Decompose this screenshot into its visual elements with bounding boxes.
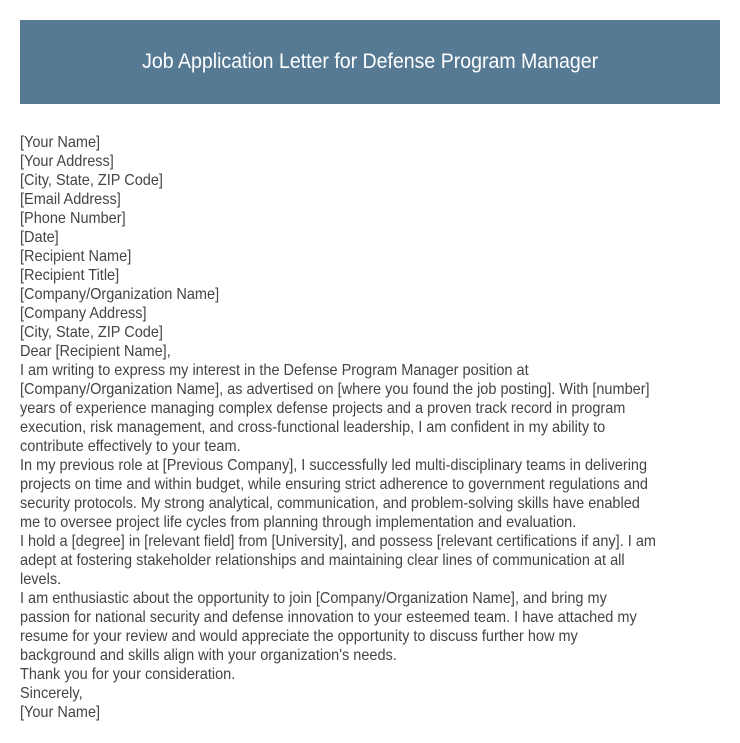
paragraph-line: projects on time and within budget, while ensuring strict adherence to government regulations and	[20, 476, 648, 493]
sender-address: [Your Address]	[20, 153, 114, 170]
recipient-company: [Company/Organization Name]	[20, 286, 220, 303]
sender-name: [Your Name]	[20, 134, 101, 151]
paragraph-line: I hold a [degree] in [relevant field] from [University], and possess [relevant certifications if any]. I am	[20, 533, 656, 550]
paragraph-line: background and skills align with your organization's needs.	[20, 647, 397, 664]
closing-thanks: Thank you for your consideration.	[20, 666, 236, 683]
header-banner	[20, 20, 720, 104]
paragraph-line: [Company/Organization Name], as advertised on [where you found the job posting]. With [number]	[20, 381, 650, 398]
sender-phone: [Phone Number]	[20, 210, 126, 227]
page-title: Job Application Letter for Defense Program Manager	[142, 50, 598, 73]
paragraph-line: I am enthusiastic about the opportunity to join [Company/Organization Name], and bring my	[20, 590, 607, 607]
closing: Sincerely,	[20, 685, 83, 702]
paragraph-line: I am writing to express my interest in the Defense Program Manager position at	[20, 362, 529, 379]
paragraph-line: years of experience managing complex defense projects and a proven track record in program	[20, 400, 626, 417]
paragraph-line: adept at fostering stakeholder relationships and maintaining clear lines of communication at all	[20, 552, 625, 569]
paragraph-line: resume for your review and would appreciate the opportunity to discuss further how my	[20, 628, 578, 645]
paragraph-line: security protocols. My strong analytical, communication, and problem-solving skills have enabled	[20, 495, 640, 512]
sender-block	[20, 133, 726, 228]
paragraph-introduction	[20, 361, 726, 456]
paragraph-line: execution, risk management, and cross-functional leadership, I am confident in my ability to	[20, 419, 606, 436]
recipient-address: [Company Address]	[20, 305, 147, 322]
paragraph-line: contribute effectively to your team.	[20, 438, 241, 455]
paragraph-enthusiasm	[20, 589, 726, 665]
recipient-block	[20, 247, 726, 342]
signature: [Your Name]	[20, 704, 101, 721]
paragraph-line: me to oversee project life cycles from planning through implementation and evaluation.	[20, 514, 577, 531]
sender-city-state-zip: [City, State, ZIP Code]	[20, 172, 163, 189]
recipient-name: [Recipient Name]	[20, 248, 132, 265]
letter-body	[20, 133, 726, 722]
sender-email: [Email Address]	[20, 191, 121, 208]
recipient-title: [Recipient Title]	[20, 267, 120, 284]
recipient-city-state-zip: [City, State, ZIP Code]	[20, 324, 163, 341]
paragraph-line: levels.	[20, 571, 62, 588]
paragraph-line: passion for national security and defense innovation to your esteemed team. I have attached my	[20, 609, 637, 626]
paragraph-education	[20, 532, 726, 589]
paragraph-line: In my previous role at [Previous Company], I successfully led multi-disciplinary teams in delivering	[20, 457, 648, 474]
letter-date: [Date]	[20, 229, 59, 246]
salutation: Dear [Recipient Name],	[20, 343, 171, 360]
paragraph-experience	[20, 456, 726, 532]
